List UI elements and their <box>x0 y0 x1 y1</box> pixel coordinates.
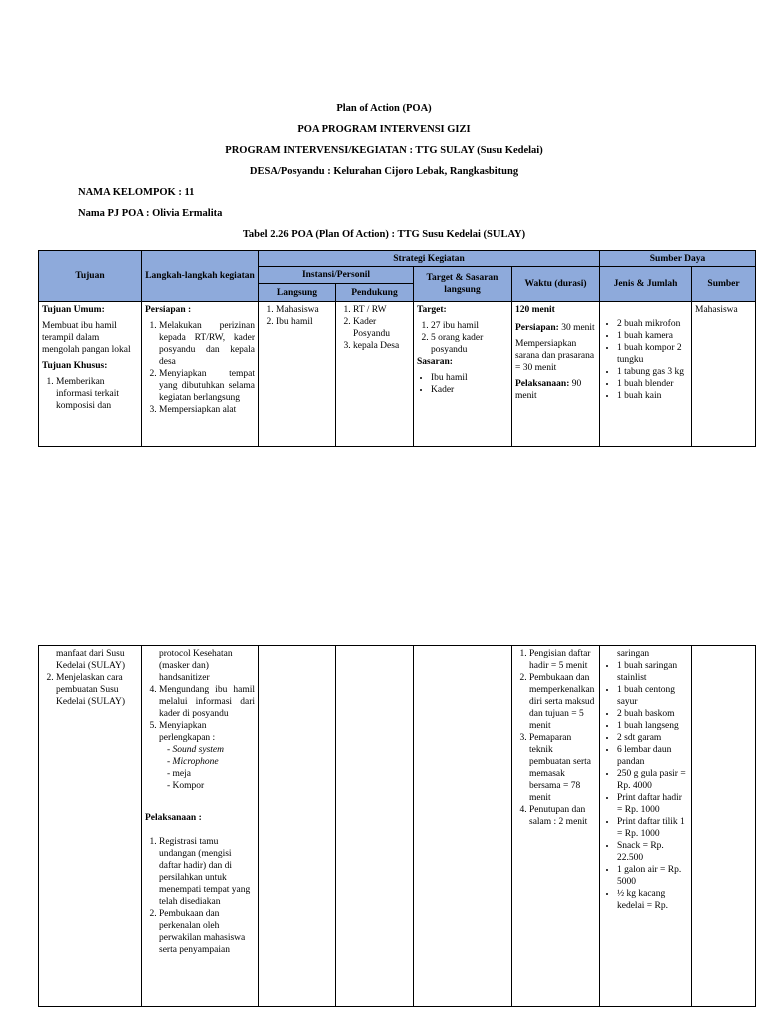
poa-table-page2 <box>38 645 756 1007</box>
sumber-cell: Mahasiswa <box>692 302 756 447</box>
header-jenis: Jenis & Jumlah <box>600 267 692 302</box>
pendukung-cell <box>336 302 414 447</box>
waktu-pelaksanaan-label: Pelaksanaan: <box>515 379 570 389</box>
list-item: • 1 galon air = Rp. 5000 <box>617 864 688 888</box>
tujuan-cell <box>39 302 142 447</box>
langsung-cell <box>259 302 336 447</box>
list-item: 3. Mempersiapkan alat <box>159 404 255 416</box>
list-item: • Print daftar hadir = Rp. 1000 <box>617 792 688 816</box>
list-item: • 2 buah baskom <box>617 708 688 720</box>
waktu-pelaksanaan-value: 90 menit <box>515 379 582 401</box>
pelaksanaan-label: Pelaksanaan : <box>145 813 202 823</box>
list-item: 2. Pembukaan dan memperkenalkan diri serta maksud dan tujuan = 5 menit <box>529 672 596 732</box>
header-tujuan: Tujuan <box>39 251 142 302</box>
waktu-persiapan-desc: Mempersiapkan sarana dan prasarana = 30 menit <box>515 339 595 373</box>
list-item: • 1 tabung gas 3 kg <box>617 366 688 378</box>
target-cell-cont <box>414 646 512 1007</box>
jenis-cell-cont <box>600 646 692 1007</box>
list-item: 4. Mengundang ibu hamil melalui informasi dari kader di posyandu <box>159 684 255 720</box>
list-item: 2. Pembukaan dan perkenalan oleh perwakilan mahasiswa serta penyampaian <box>159 908 255 956</box>
poa-table-page1 <box>38 250 756 447</box>
list-item: • Ibu hamil <box>431 372 508 384</box>
header-sumber-daya: Sumber Daya <box>600 251 756 267</box>
program-heading: PROGRAM INTERVENSI/KEGIATAN : TTG SULAY (Susu Kedelai) <box>225 145 543 156</box>
list-item: - Sound system <box>167 744 255 756</box>
list-item: 2. Menyiapkan tempat yang dibutuhkan selama kegiatan berlangsung <box>159 368 255 404</box>
list-item: 2. Menjelaskan cara pembuatan Susu Kedelai (SULAY) <box>56 672 138 708</box>
list-item: 2. Ibu hamil <box>276 316 332 328</box>
list-item: - meja <box>167 768 255 780</box>
list-item: 1. Melakukan perizinan kepada RT/RW, kader posyandu dan kepala desa <box>159 320 255 368</box>
target-cell <box>414 302 512 447</box>
desa-heading: DESA/Posyandu : Kelurahan Cijoro Lebak, Rangkasbitung <box>249 166 519 177</box>
header-target: Target & Sasaran langsung <box>414 267 512 302</box>
list-item: • 1 buah blender <box>617 378 688 390</box>
header-strategi: Strategi Kegiatan <box>259 251 600 267</box>
persiapan-label: Persiapan : <box>145 305 192 315</box>
nama-kelompok: NAMA KELOMPOK : 11 <box>78 187 195 198</box>
list-item: • 6 lembar daun pandan <box>617 744 688 768</box>
list-item: 2. Kader Posyandu <box>353 316 410 340</box>
waktu-persiapan-label: Persiapan: <box>515 323 559 333</box>
langkah-cell <box>142 302 259 447</box>
langkah-continued: protocol Kesehatan (masker dan) handsanitizer <box>159 649 233 683</box>
langsung-cell-cont <box>259 646 336 1007</box>
sumber-cell-cont <box>692 646 756 1007</box>
header-instansi: Instansi/Personil <box>259 267 414 284</box>
waktu-cell-cont <box>512 646 600 1007</box>
list-item: - Microphone <box>167 756 255 768</box>
header-pendukung: Pendukung <box>336 284 414 302</box>
list-item: 4. Penutupan dan salam : 2 menit <box>529 804 596 828</box>
langkah-cell-cont <box>142 646 259 1007</box>
sasaran-label: Sasaran: <box>417 357 453 367</box>
header-sumber: Sumber <box>692 267 756 302</box>
list-item: 1. RT / RW <box>353 304 410 316</box>
list-item: • 2 buah mikrofon <box>617 318 688 330</box>
tujuan-khusus-label: Tujuan Khusus: <box>42 361 108 371</box>
tujuan-cell-cont <box>39 646 142 1007</box>
list-item: • 1 buah centong sayur <box>617 684 688 708</box>
waktu-persiapan-value: 30 menit <box>558 323 595 333</box>
list-item: • 1 buah kompor 2 tungku <box>617 342 688 366</box>
list-item: • 2 sdt garam <box>617 732 688 744</box>
header-langkah: Langkah-langkah kegiatan <box>142 251 259 302</box>
jenis-continued: saringan <box>617 649 650 659</box>
list-item: 3. kepala Desa <box>353 340 410 352</box>
waktu-cell <box>512 302 600 447</box>
list-item: 1. Memberikan informasi terkait komposisi dan <box>56 376 138 412</box>
nama-pj-poa: Nama PJ POA : Olivia Ermalita <box>78 208 223 219</box>
header-waktu: Waktu (durasi) <box>512 267 600 302</box>
list-item: • 1 buah kain <box>617 390 688 402</box>
list-item: • Print daftar tilik 1 = Rp. 1000 <box>617 816 688 840</box>
list-item: 2. 5 orang kader posyandu <box>431 332 508 356</box>
document-title: Plan of Action (POA) <box>336 103 432 114</box>
tujuan-umum-text: Membuat ibu hamil terampil dalam mengolah pangan lokal <box>42 321 131 355</box>
waktu-total: 120 menit <box>515 305 555 315</box>
document-subtitle: POA PROGRAM INTERVENSI GIZI <box>297 124 471 135</box>
list-item: - Kompor <box>167 780 255 792</box>
list-item: • Kader <box>431 384 508 396</box>
list-item: 1. Registrasi tamu undangan (mengisi daftar hadir) dan di persilahkan untuk menempati tempat yang telah disediakan <box>159 836 255 908</box>
list-item: • Snack = Rp. 22.500 <box>617 840 688 864</box>
list-item: • ½ kg kacang kedelai = Rp. <box>617 888 688 912</box>
jenis-cell <box>600 302 692 447</box>
tujuan-umum-label: Tujuan Umum: <box>42 305 105 315</box>
table-caption: Tabel 2.26 POA (Plan Of Action) : TTG Susu Kedelai (SULAY) <box>242 229 526 240</box>
pendukung-cell-cont <box>336 646 414 1007</box>
list-item: • 1 buah saringan stainlist <box>617 660 688 684</box>
list-item: • 1 buah langseng <box>617 720 688 732</box>
list-item: 3. Pemaparan teknik pembuatan serta memasak bersama = 78 menit <box>529 732 596 804</box>
list-item: • 250 g gula pasir = Rp. 4000 <box>617 768 688 792</box>
list-item: • 1 buah kamera <box>617 330 688 342</box>
list-item: 5. Menyiapkan perlengkapan : <box>159 720 255 744</box>
list-item: 1. 27 ibu hamil <box>431 320 508 332</box>
header-langsung: Langsung <box>259 284 336 302</box>
list-item: 1. Pengisian daftar hadir = 5 menit <box>529 648 596 672</box>
tujuan-continued: manfaat dari Susu Kedelai (SULAY) <box>56 649 126 671</box>
list-item: 1. Mahasiswa <box>276 304 332 316</box>
target-label: Target: <box>417 305 447 315</box>
